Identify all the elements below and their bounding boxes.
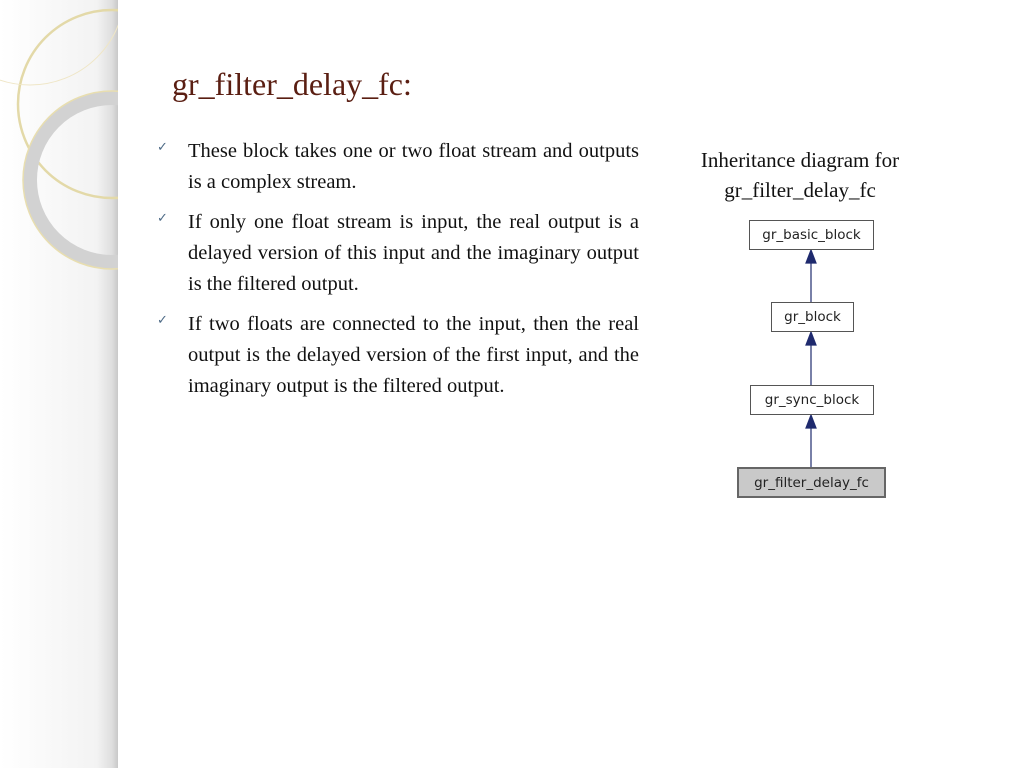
bullet-item bbox=[157, 136, 639, 198]
diagram-caption-line2: gr_filter_delay_fc bbox=[724, 178, 876, 202]
node-gr-sync-block: gr_sync_block bbox=[750, 385, 874, 415]
checkmark-icon: ✓ bbox=[157, 140, 168, 155]
arrow-head bbox=[806, 250, 816, 263]
bullet-item bbox=[157, 207, 639, 300]
node-gr-filter-delay-fc: gr_filter_delay_fc bbox=[737, 467, 886, 498]
bullet-list bbox=[157, 136, 639, 411]
arrow-head bbox=[806, 332, 816, 345]
checkmark-icon: ✓ bbox=[157, 313, 168, 328]
slide-title: gr_filter_delay_fc: bbox=[172, 66, 412, 102]
bullet-item bbox=[157, 309, 639, 402]
bullet-text: These block takes one or two float stream and outputs is a complex stream. bbox=[188, 140, 639, 193]
diagram-caption-line1: Inheritance diagram for bbox=[700, 148, 900, 172]
arrow-head bbox=[806, 415, 816, 428]
node-gr-basic-block: gr_basic_block bbox=[749, 220, 874, 250]
bullet-text: If only one float stream is input, the real output is a delayed version of this input and the imaginary output is the filtered output. bbox=[188, 211, 639, 295]
inheritance-diagram bbox=[690, 215, 930, 515]
bullet-text: If two floats are connected to the input, then the real output is the delayed version of the first input, and the imaginary output is the filtered output. bbox=[188, 313, 639, 397]
decorative-side-band bbox=[0, 0, 118, 768]
node-gr-block: gr_block bbox=[771, 302, 854, 332]
checkmark-icon: ✓ bbox=[157, 211, 168, 226]
diagram-caption bbox=[662, 145, 938, 205]
